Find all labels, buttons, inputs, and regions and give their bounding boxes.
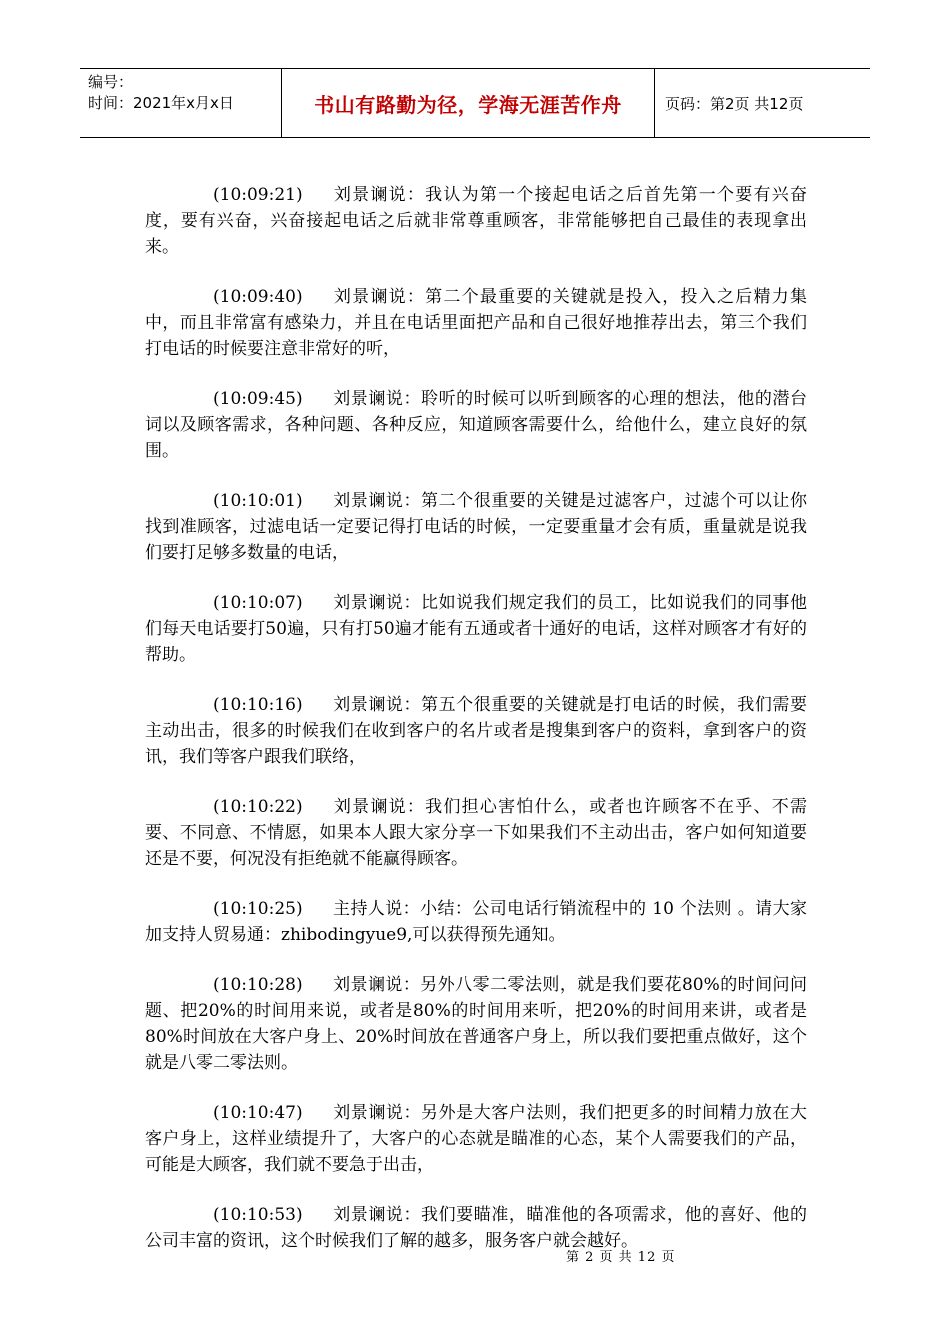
paragraph (145, 1100, 807, 1178)
paragraph-text: 刘景谰说：另外是大客户法则，我们把更多的时间精力放在大客户身上，这样业绩提升了，大客户的心态就是瞄准的心态，某个人需要我们的产品，可能是大顾客，我们就不要急于出击， (145, 1103, 807, 1175)
paragraph-text: 刘景谰说：我们要瞄准，瞄准他的各项需求，他的喜好、他的公司丰富的资讯，这个时候我们了解的越多，服务客户就会越好。 (145, 1205, 807, 1251)
timestamp: (10:09:21) (213, 185, 303, 205)
paragraph (145, 896, 807, 948)
paragraph-text: 刘景谰说：我认为第一个接起电话之后首先第一个要有兴奋度，要有兴奋，兴奋接起电话之后就非常尊重顾客，非常能够把自己最佳的表现拿出来。 (145, 185, 807, 257)
paragraph-text: 刘景谰说：第二个最重要的关键就是投入，投入之后精力集中，而且非常富有感染力，并且在电话里面把产品和自己很好地推荐出去，第三个我们打电话的时候要注意非常好的听， (145, 287, 807, 359)
paragraph (145, 284, 807, 362)
number-label: 编号： (88, 73, 134, 91)
paragraph-text: 刘景谰说：第五个很重要的关键就是打电话的时候，我们需要主动出击，很多的时候我们在收到客户的名片或者是搜集到客户的资料，拿到客户的资讯，我们等客户跟我们联络， (145, 695, 807, 767)
timestamp: (10:09:45) (213, 389, 303, 409)
timestamp: (10:10:01) (213, 491, 303, 511)
header-meta (80, 69, 282, 137)
page-header (80, 68, 870, 138)
timestamp: (10:10:16) (213, 695, 303, 715)
paragraph (145, 590, 807, 668)
timestamp: (10:10:25) (213, 899, 303, 919)
timestamp: (10:10:28) (213, 975, 303, 995)
paragraph (145, 972, 807, 1076)
paragraph-text: 刘景谰说：另外八零二零法则，就是我们要花80%的时间问问题、把20%的时间用来说，或者是80%的时间用来听，把20%的时间用来讲，或者是80%时间放在大客户身上、20%时间放在普通客户身上，所以我们要把重点做好，这个就是八零二零法则。 (145, 975, 807, 1073)
page-footer: 第 2 页 共 12 页 (566, 1250, 676, 1265)
header-motto: 书山有路勤为径，学海无涯苦作舟 (282, 69, 655, 137)
paragraph (145, 1202, 807, 1254)
paragraph-text: 主持人说：小结：公司电话行销流程中的 10 个法则 。请大家加支持人贸易通：zhibodingyue9,可以获得预先通知。 (145, 899, 807, 945)
paragraph-text: 刘景谰说：聆听的时候可以听到顾客的心理的想法，他的潜台词以及顾客需求，各种问题、各种反应，知道顾客需要什么，给他什么，建立良好的氛围。 (145, 389, 807, 461)
paragraph-text: 刘景谰说：我们担心害怕什么，或者也许顾客不在乎、不需要、不同意、不情愿，如果本人跟大家分享一下如果我们不主动出击，客户如何知道要还是不要，何况没有拒绝就不能赢得顾客。 (145, 797, 807, 869)
header-page-info: 页码：第2页 共12页 (665, 94, 804, 113)
timestamp: (10:10:22) (213, 797, 303, 817)
timestamp: (10:10:47) (213, 1103, 303, 1123)
paragraph-text: 刘景谰说：第二个很重要的关键是过滤客户，过滤个可以让你找到准顾客，过滤电话一定要记得打电话的时候，一定要重量才会有质，重量就是说我们要打足够多数量的电话， (145, 491, 807, 563)
timestamp: (10:09:40) (213, 287, 303, 307)
paragraph (145, 182, 807, 260)
time-label: 时间：2021年x月x日 (88, 94, 234, 112)
paragraph (145, 488, 807, 566)
timestamp: (10:10:53) (213, 1205, 303, 1225)
timestamp: (10:10:07) (213, 593, 303, 613)
paragraph (145, 692, 807, 770)
paragraph (145, 386, 807, 464)
paragraph-text: 刘景谰说：比如说我们规定我们的员工，比如说我们的同事他们每天电话要打50遍，只有打50遍才能有五通或者十通好的电话，这样对顾客才有好的帮助。 (145, 593, 807, 665)
paragraph (145, 794, 807, 872)
document-body (145, 182, 807, 1278)
